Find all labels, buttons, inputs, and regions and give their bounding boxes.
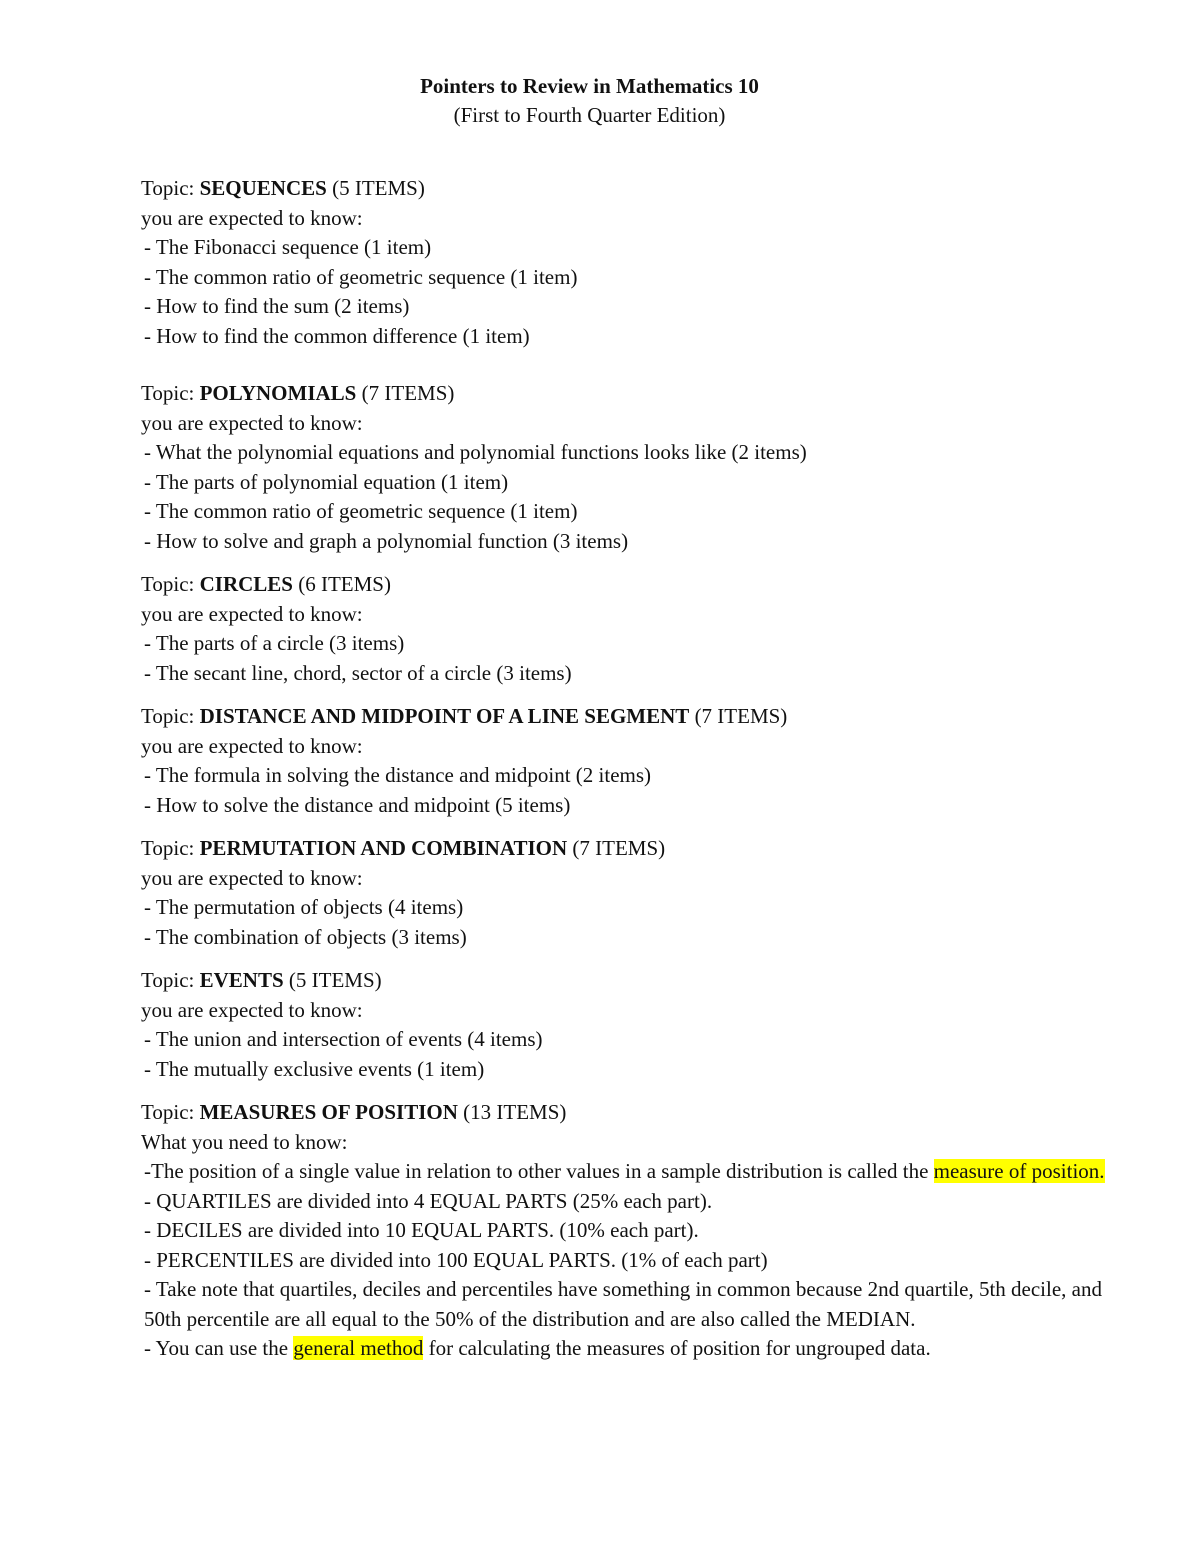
topic-count: (6 ITEMS) [298,572,391,596]
definition-text: -The position of a single value in relation to other values in a sample distribution is called the [144,1159,934,1183]
topic-prefix: Topic: [141,1100,195,1124]
method-text-after: for calculating the measures of position for ungrouped data. [423,1336,931,1360]
section-circles [141,570,1114,688]
list-item: - The combination of objects (3 items) [144,924,467,949]
list-item: - The parts of a circle (3 items) [144,631,405,655]
list-item: - The formula in solving the distance and midpoint (2 items) [144,763,652,787]
list-item: - The secant line, chord, sector of a circle (3 items) [144,660,572,685]
list-item: - The permutation of objects (4 items) [144,895,464,919]
topic-prefix: Topic: [141,968,195,992]
paragraph-definition [141,1157,1114,1187]
section-sequences [141,174,1114,351]
topic-intro: you are expected to know: [141,410,363,435]
topic-name: POLYNOMIALS [199,381,357,405]
topic-heading [141,702,1114,732]
list-item: - How to find the common difference (1 item) [144,323,530,348]
list-item: - PERCENTILES are divided into 100 EQUAL PARTS. (1% of each part) [144,1247,768,1272]
topic-heading [141,570,1114,600]
topic-prefix: Topic: [141,572,195,596]
topic-heading [141,174,1114,204]
method-text-before: - You can use the [144,1336,294,1360]
topic-prefix: Topic: [141,704,195,728]
list-item: - The Fibonacci sequence (1 item) [144,235,432,259]
section-distance-midpoint [141,702,1114,820]
section-polynomials [141,379,1114,556]
topic-heading [141,834,1114,864]
topic-name: SEQUENCES [199,176,327,200]
topic-name: EVENTS [199,968,284,992]
topic-name: PERMUTATION AND COMBINATION [199,836,568,860]
document-title: Pointers to Review in Mathematics 10 [420,74,759,98]
topic-count: (5 ITEMS) [332,176,425,200]
topic-intro: you are expected to know: [141,601,363,626]
topic-prefix: Topic: [141,836,195,860]
list-item: - How to solve the distance and midpoint (5 items) [144,792,571,817]
topic-intro: you are expected to know: [141,205,363,230]
highlighted-term: general method [293,1336,424,1360]
topic-heading [141,1098,1114,1128]
topic-count: (13 ITEMS) [463,1100,567,1124]
list-item: - The parts of polynomial equation (1 item) [144,469,509,494]
list-item: - The common ratio of geometric sequence (1 item) [144,499,578,523]
list-item: - QUARTILES are divided into 4 EQUAL PARTS (25% each part). [144,1188,713,1213]
list-item: - How to solve and graph a polynomial function (3 items) [144,528,629,553]
paragraph-method [141,1334,1114,1364]
topic-heading [141,966,1114,996]
list-item: - DECILES are divided into 10 EQUAL PARTS. (10% each part). [144,1218,699,1242]
topic-intro: you are expected to know: [141,865,363,890]
list-item: - The common ratio of geometric sequence (1 item) [144,264,578,289]
topic-prefix: Topic: [141,381,195,405]
topic-prefix: Topic: [141,176,195,200]
topic-name: DISTANCE AND MIDPOINT OF A LINE SEGMENT [199,704,690,728]
list-item: - The union and intersection of events (4 items) [144,1027,543,1051]
highlighted-term: measure of position. [933,1159,1105,1183]
topic-heading [141,379,1114,409]
topic-count: (7 ITEMS) [694,704,788,728]
topic-intro: you are expected to know: [141,733,363,758]
section-permutation-combination [141,834,1114,952]
document-subtitle: (First to Fourth Quarter Edition) [453,103,726,127]
list-item: - What the polynomial equations and polynomial functions looks like (2 items) [144,440,807,464]
topic-intro: you are expected to know: [141,997,363,1022]
section-events [141,966,1114,1084]
topic-intro: What you need to know: [141,1129,348,1154]
topic-count: (7 ITEMS) [361,381,455,405]
topic-name: MEASURES OF POSITION [199,1100,458,1124]
topic-count: (7 ITEMS) [572,836,666,860]
paragraph-note: - Take note that quartiles, deciles and percentiles have something in common because 2nd quartile, 5th decile, and 50th percentile are all equal to the 50% of the distribution and are also called the MEDIAN. [144,1277,1102,1331]
topic-count: (5 ITEMS) [288,968,382,992]
topic-name: CIRCLES [199,572,293,596]
section-measures-of-position [141,1098,1114,1364]
list-item: - How to find the sum (2 items) [144,294,410,318]
list-item: - The mutually exclusive events (1 item) [144,1056,485,1081]
